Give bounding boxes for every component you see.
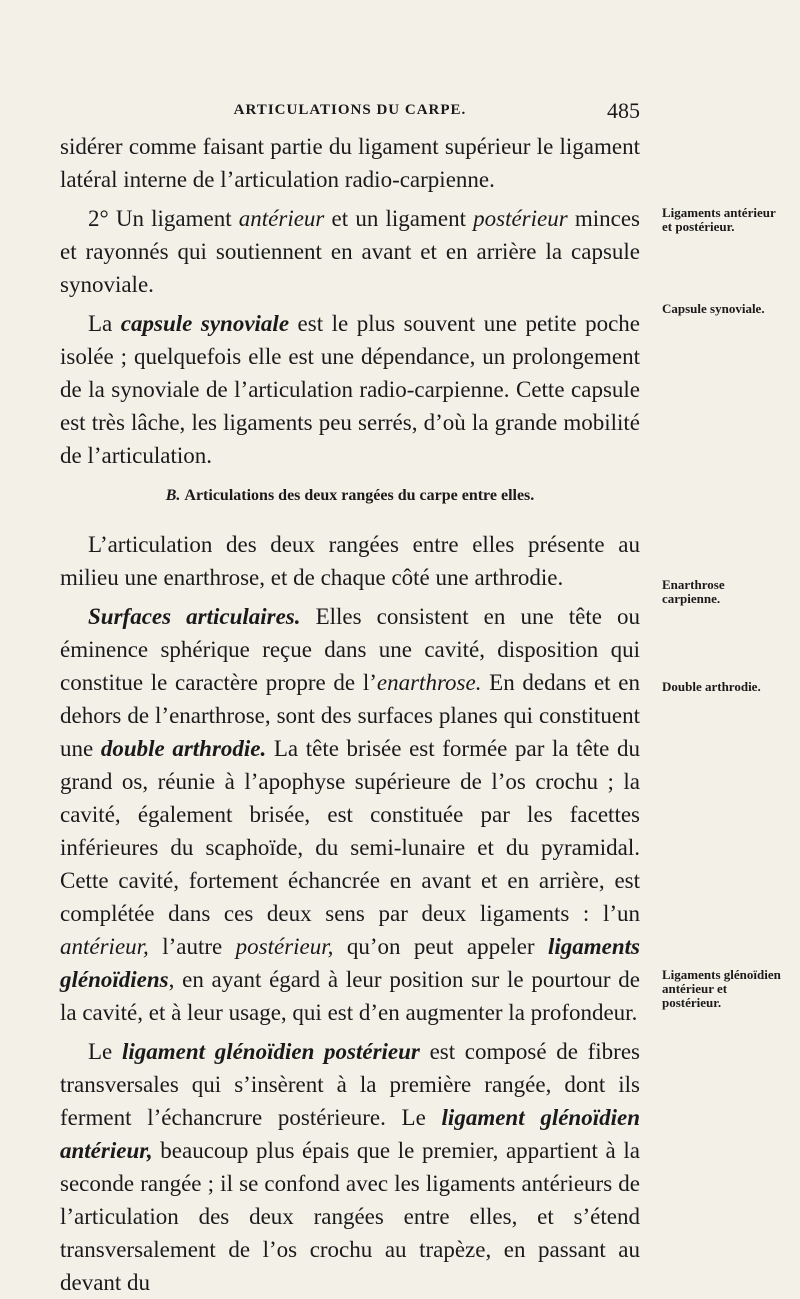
text-run: En dedans et en dehors de l’enarthrose, sont des surfaces planes qui constituent une (60, 670, 640, 761)
text-run: est le plus souvent une petite poche isolée ; quelquefois elle est une dépendance, un prolongement de la synoviale de l’articulation radio-carpienne. Cette capsule est très lâche, les ligaments peu serrés, d’où la grande mobilité de l’articulation. (60, 311, 640, 468)
margin-note-glenoidiens: Ligaments glénoïdien antérieur et postérieur. (662, 967, 781, 1010)
margin-note-enarthrose: Enarthrose carpienne. (662, 577, 725, 606)
text-run: 2° Un ligament (88, 206, 239, 231)
text-run: La (88, 311, 121, 336)
text-run: antérieur, (60, 934, 149, 959)
text-run: sidérer comme faisant partie du ligament supérieur le ligament latéral interne de l’articulation radio-carpienne. (60, 134, 640, 192)
page-header (60, 98, 640, 128)
section-heading-letter: B. (165, 487, 181, 504)
text-run: double arthrodie. (100, 736, 267, 761)
text-run: , en ayant égard à leur position sur le pourtour de la cavité, et à leur usage, qui est d’en augmenter la profondeur. (60, 967, 640, 1025)
text-run: L’articulation des deux rangées entre elles présente au milieu une enarthrose, et de chaque côté une arthrodie. (60, 532, 640, 590)
text-run: ligament glénoïdien antérieur, (60, 1105, 641, 1163)
text-run: qu’on peut appeler (333, 934, 548, 959)
text-run: Elles consistent en une tête ou éminence sphérique reçue dans une cavité, disposition qui constitue le caractère propre de l’ (60, 604, 640, 695)
page-number: 485 (607, 98, 640, 123)
text-run: ligament glénoïdien postérieur (121, 1039, 420, 1064)
text-run: capsule synoviale (120, 311, 290, 336)
text-run: postérieur (473, 206, 568, 231)
text-run: beaucoup plus épais que le premier, appartient à la seconde rangée ; il se confond avec les ligaments antérieurs de l’articulation des deux rangées entre elles, et s’étend transversalement de l’os crochu au trapèze, en passant au devant du (60, 1138, 640, 1295)
text-run: minces et rayonnés qui soutiennent en avant et en arrière la capsule synoviale. (60, 206, 640, 297)
text-run: est composé de fibres transversales qui s’insèrent à la première rangée, dont ils ferment l’échancrure postérieure. Le (60, 1039, 640, 1130)
paragraph-5 (60, 600, 640, 1029)
text-run: enarthrose. (376, 670, 482, 695)
text-run: antérieur (238, 206, 325, 231)
paragraph-2 (60, 202, 640, 301)
text-run: ligaments glénoïdiens (60, 934, 641, 992)
margin-note-capsule: Capsule synoviale. (662, 301, 765, 316)
text-run: La tête brisée est formée par la tête du grand os, réunie à l’apophyse supérieure de l’os crochu ; la cavité, également brisée, est constituée par les facettes inférieures du scaphoïde, du semi-lunaire et du pyramidal. Cette cavité, fortement échancrée en avant et en arrière, est complétée dans ces deux sens par deux ligaments : l’un (60, 736, 640, 926)
text-run: postérieur, (235, 934, 334, 959)
section-heading (60, 486, 640, 506)
text-run: Surfaces articulaires. (88, 604, 301, 629)
running-title: ARTICULATIONS DU CARPE. (233, 102, 467, 118)
text-run: Le (88, 1039, 122, 1064)
paragraph-1 (60, 130, 640, 196)
paragraph-6 (60, 1035, 640, 1299)
margin-note-ligaments: Ligaments antérieur et postérieur. (662, 205, 776, 234)
margin-note-double-arthrodie: Double arthrodie. (662, 679, 761, 694)
text-run: l’autre (148, 934, 236, 959)
section-heading-text: Articulations des deux rangées du carpe entre elles. (184, 487, 535, 504)
paragraph-3 (60, 307, 640, 472)
text-run: et un ligament (324, 206, 474, 231)
body-text (60, 130, 640, 1299)
paragraph-4 (60, 528, 640, 594)
